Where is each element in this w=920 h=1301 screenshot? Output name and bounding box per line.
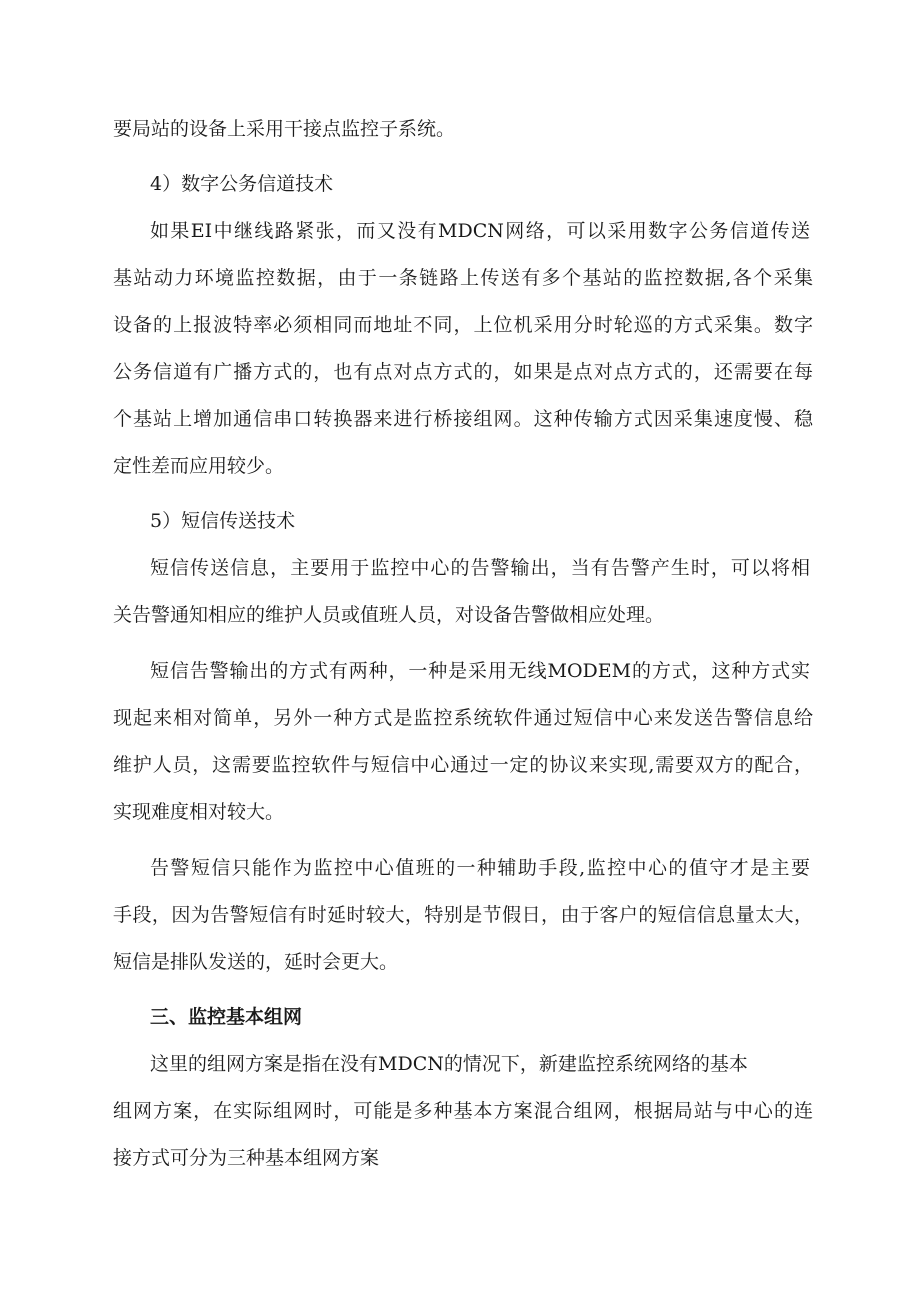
text-line: 手段，因为告警短信有时延时较大，特别是节假日，由于客户的短信信息量太大， xyxy=(113,904,813,926)
text-line: 个基站上增加通信串口转换器来进行桥接组网。这种传输方式因采集速度慢、稳 xyxy=(113,408,813,430)
section-heading-4: 4）数字公务信道技术 xyxy=(150,173,334,195)
text-line: 公务信道有广播方式的，也有点对点方式的，如果是点对点方式的，还需要在每 xyxy=(113,361,813,383)
text-line: 基站动力环境监控数据，由于一条链路上传送有多个基站的监控数据,各个采集 xyxy=(113,267,813,289)
text-line: 维护人员，这需要监控软件与短信中心通过一定的协议来实现,需要双方的配合， xyxy=(113,754,813,776)
text-line: 要局站的设备上采用干接点监控子系统。 xyxy=(113,118,456,140)
section-heading-5: 5）短信传送技术 xyxy=(150,510,296,532)
text-line: 短信传送信息，主要用于监控中心的告警输出，当有告警产生时，可以将相 xyxy=(150,557,810,579)
text-line: 接方式可分为三种基本组网方案 xyxy=(113,1147,380,1169)
text-line: 实现难度相对较大。 xyxy=(113,801,285,823)
text-line: 组网方案，在实际组网时，可能是多种基本方案混合组网，根据局站与中心的连 xyxy=(113,1100,813,1122)
text-line: 短信告警输出的方式有两种，一种是采用无线MODEM的方式，这种方式实 xyxy=(150,660,810,682)
text-line: 告警短信只能作为监控中心值班的一种辅助手段,监控中心的值守才是主要 xyxy=(150,857,810,879)
text-line: 这里的组网方案是指在没有MDCN的情况下，新建监控系统网络的基本 xyxy=(150,1053,748,1075)
text-line: 如果EI中继线路紧张，而又没有MDCN网络，可以采用数字公务信道传送 xyxy=(150,220,810,242)
text-line: 现起来相对简单，另外一种方式是监控系统软件通过短信中心来发送告警信息给 xyxy=(113,707,813,729)
text-line: 短信是排队发送的，延时会更大。 xyxy=(113,951,399,973)
chapter-heading: 三、监控基本组网 xyxy=(150,1006,303,1028)
text-line: 定性差而应用较少。 xyxy=(113,455,285,477)
text-line: 关告警通知相应的维护人员或值班人员，对设备告警做相应处理。 xyxy=(113,604,665,626)
text-line: 设备的上报波特率必须相同而地址不同，上位机采用分时轮巡的方式采集。数字 xyxy=(113,314,813,336)
